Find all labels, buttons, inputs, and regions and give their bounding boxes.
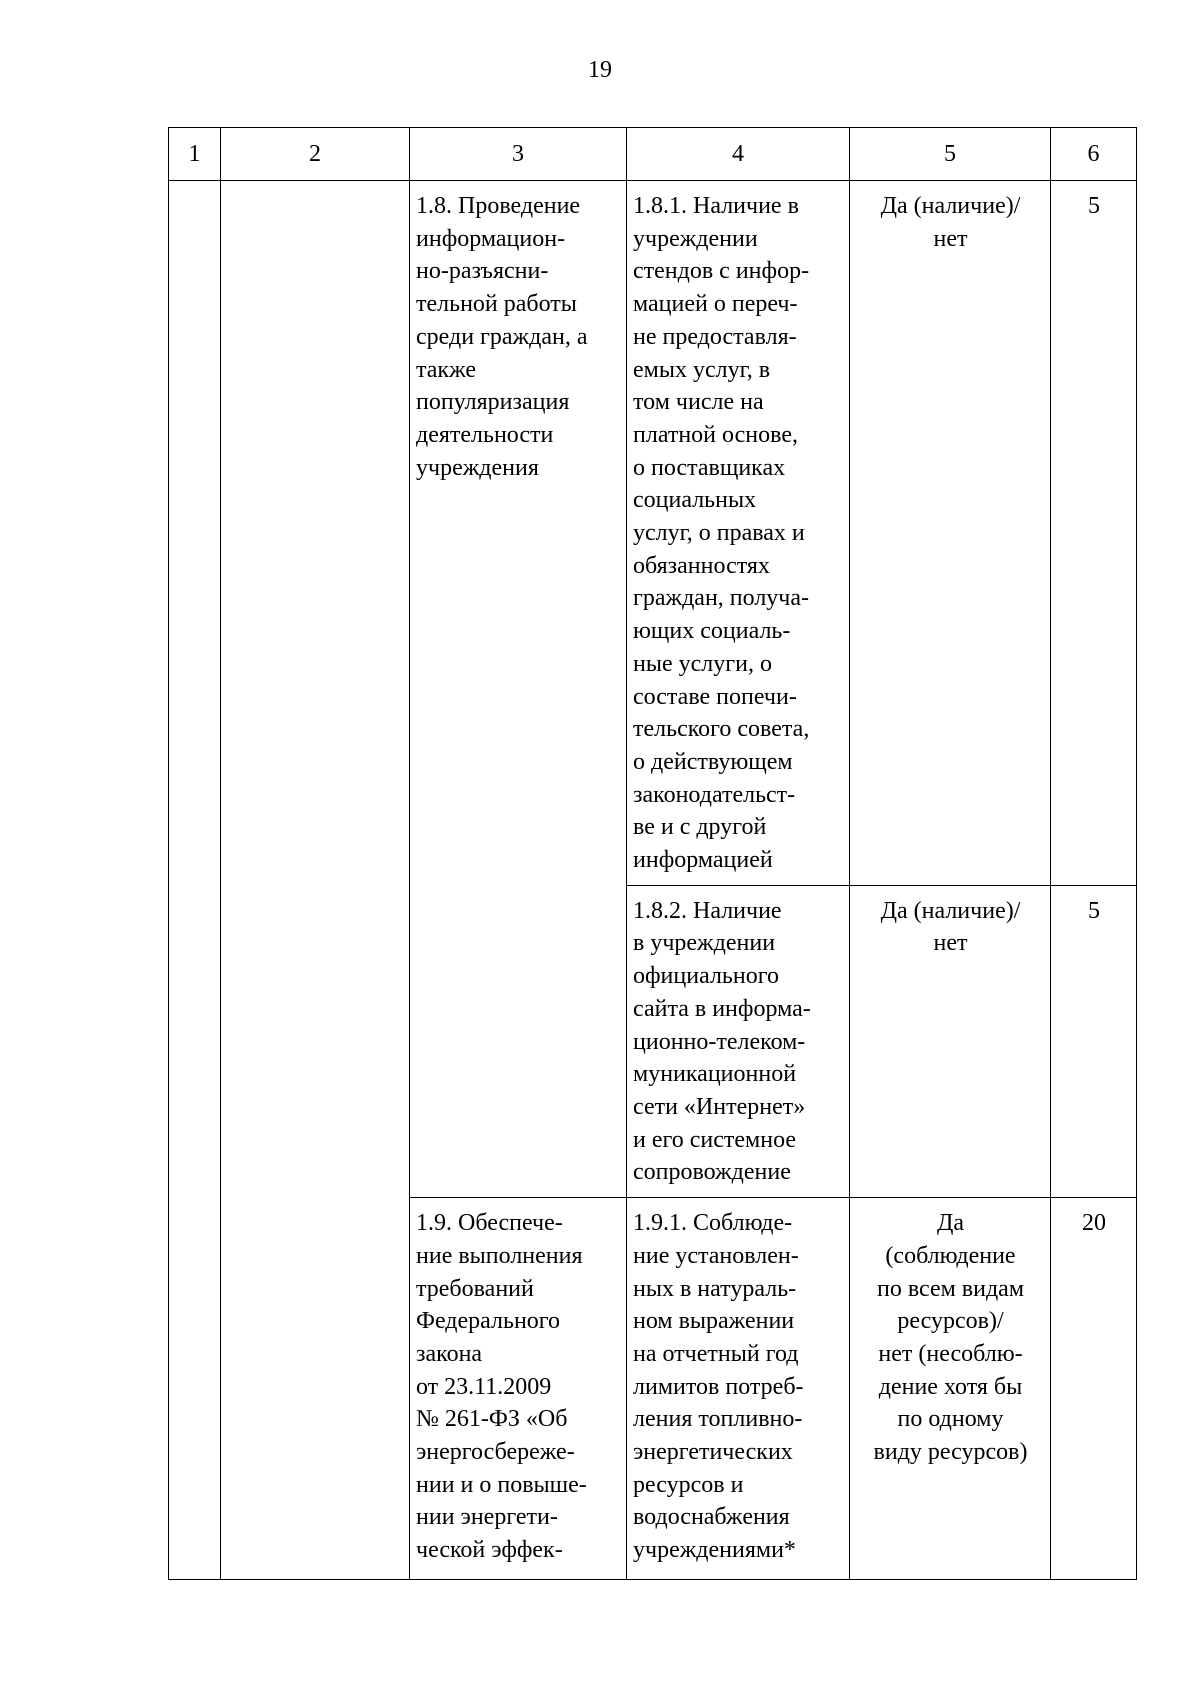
header-col-1: 1 [169, 128, 221, 181]
indicator-1-9-1-measure [850, 1198, 1051, 1580]
indicator-1-8-2-score [1051, 885, 1137, 1197]
page-number: 19 [588, 57, 612, 83]
indicator-1-9-1-score [1051, 1198, 1137, 1580]
indicator-1-8-1-score [1051, 181, 1137, 886]
cell-col-1 [169, 181, 221, 1580]
measure-text: Да (соблюдение по всем видам ресурсов)/ нет (несоблю- дение хотя бы по одному виду ресурсов) [873, 1210, 1028, 1466]
table-row [169, 181, 1137, 886]
indicator-1-9-1-text [627, 1198, 850, 1580]
indicator-text: 1.8.1. Наличие в учреждении стендов с инфор- мацией о переч- не предоставля- емых услуг, в том числе на платной основе, о поставщиках социальных услуг, о правах и обязанностях граждан, получа- ющих социаль- ные услуги, о составе попечи- тельского совета, о действующем законодательст- ве и с другой информацией [633, 193, 810, 874]
header-col-6: 6 [1051, 128, 1137, 181]
measure-text: Да (наличие)/ нет [880, 193, 1021, 252]
indicator-1-8-1-measure [850, 181, 1051, 886]
score-text: 5 [1088, 193, 1100, 219]
cell-col-2 [221, 181, 410, 1580]
criterion-text: 1.8. Проведение информацион- но-разъясни- тельной работы среди граждан, а также популяризация деятельности учреждения [416, 193, 588, 481]
header-col-5: 5 [850, 128, 1051, 181]
header-row [169, 128, 1137, 181]
header-col-2: 2 [221, 128, 410, 181]
header-col-4: 4 [627, 128, 850, 181]
criteria-table [168, 127, 1137, 1580]
criterion-1-9-text [410, 1198, 627, 1580]
criterion-1-8-text [410, 181, 627, 1198]
indicator-1-8-2-measure [850, 885, 1051, 1197]
score-text: 5 [1088, 897, 1100, 924]
indicator-1-8-2-text [627, 885, 850, 1197]
indicator-text: 1.9.1. Соблюде- ние установлен- ных в натураль- ном выражении на отчетный год лимитов потреб- ления топливно- энергетических ресурсов и водоснабжения учреждениями* [633, 1210, 804, 1564]
score-text: 20 [1082, 1210, 1106, 1237]
indicator-text: 1.8.2. Наличие в учреждении официального сайта в информа- ционно-телеком- муникационной сети «Интернет» и его системное сопровождение [633, 897, 811, 1186]
header-col-3: 3 [410, 128, 627, 181]
measure-text: Да (наличие)/ нет [880, 897, 1021, 957]
criterion-text: 1.9. Обеспече- ние выполнения требований Федерального закона от 23.11.2009 № 261-ФЗ «Об энергосбереже- нии и о повыше- нии энергети- ческой эффек- [416, 1210, 587, 1564]
indicator-1-8-1-text [627, 181, 850, 886]
